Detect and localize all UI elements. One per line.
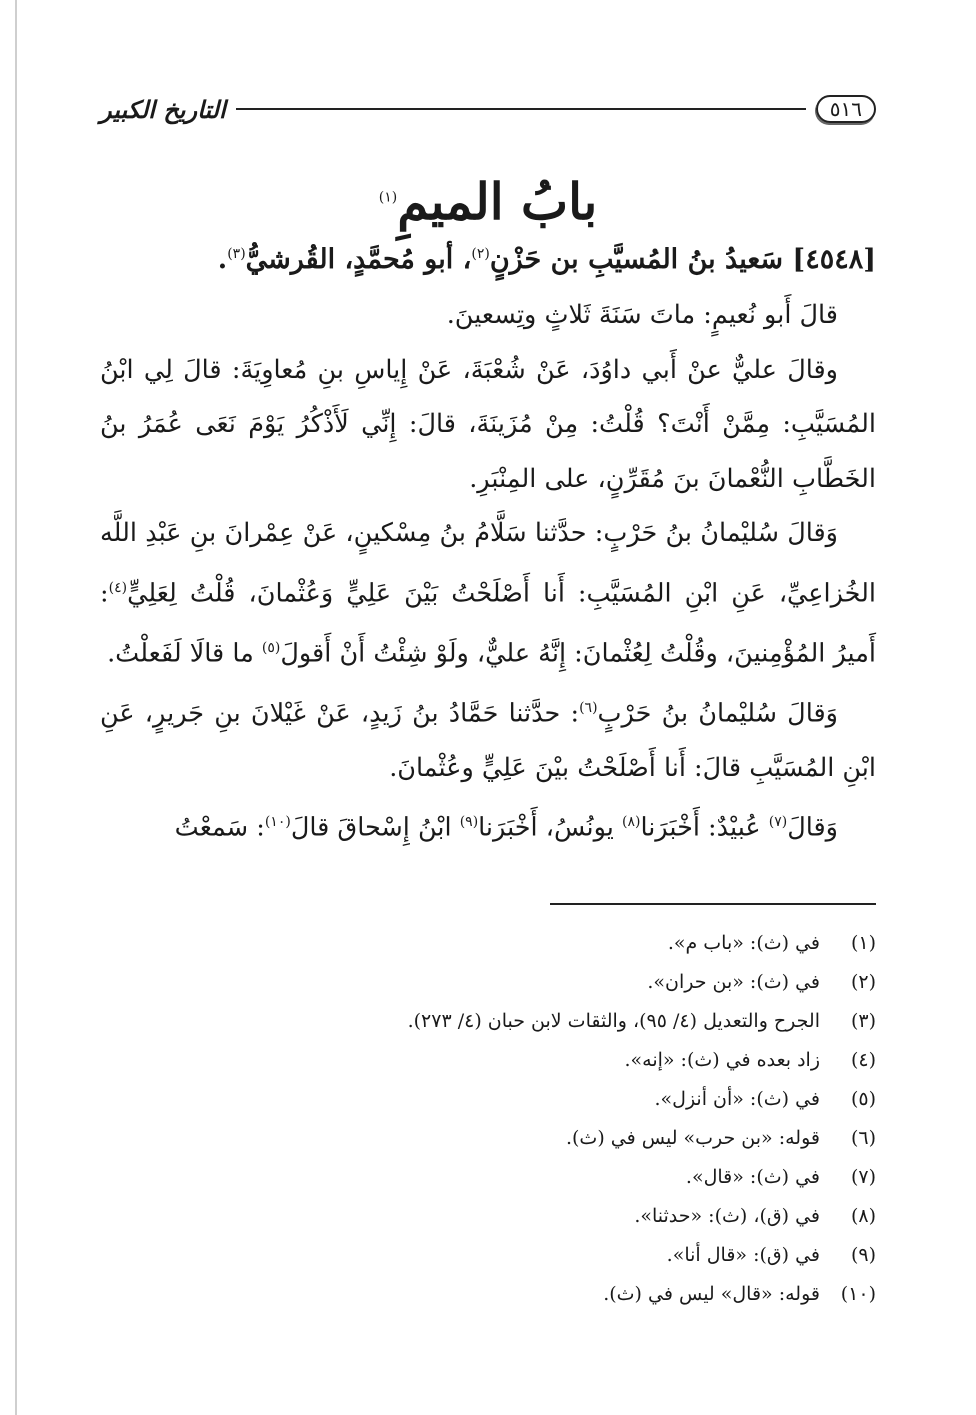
page-margin-line xyxy=(15,0,17,1415)
footnote-item xyxy=(100,1002,876,1041)
footnote-item xyxy=(100,1119,876,1158)
paragraph-text: وَقالَ سُليْمانُ بنُ حَرْبٍ xyxy=(597,698,838,728)
footnote-ref: (٨) xyxy=(621,814,641,830)
paragraph-3 xyxy=(100,506,876,681)
footnotes-list xyxy=(100,924,876,1314)
footnote-text: في (ق): «قال أنا». xyxy=(666,1244,820,1266)
footnote-number: (٧) xyxy=(850,1166,876,1188)
footnote-text: في (ق)، (ث): «حدثنا». xyxy=(634,1205,820,1227)
footnote-text: قوله: «بن حرب» ليس في (ث). xyxy=(565,1127,820,1149)
entry-heading xyxy=(100,226,876,288)
paragraph-text: : سَمعْتُ xyxy=(174,812,265,843)
footnote-number: (٤) xyxy=(850,1049,876,1071)
footnote-text: قوله: «قال» ليس في (ث). xyxy=(603,1283,820,1305)
footnote-number: (٥) xyxy=(850,1088,876,1110)
chapter-title xyxy=(100,172,876,232)
footnote-number: (١٠) xyxy=(840,1283,876,1305)
footnote-number: (٩) xyxy=(850,1244,876,1266)
paragraph-1 xyxy=(100,288,876,343)
paragraph-4 xyxy=(100,681,876,796)
footnote-ref: (٥) xyxy=(261,639,281,656)
footnote-number: (٢) xyxy=(850,971,876,993)
paragraph-2 xyxy=(100,343,876,507)
entry-number: [٤٥٤٨] xyxy=(792,244,876,275)
footnote-ref: (١) xyxy=(378,188,398,205)
entry-kunya: ، أبو مُحمَّدٍ، القُرشيُّ xyxy=(245,244,472,275)
header-rule xyxy=(236,108,806,110)
footnote-text: في (ث): «قال». xyxy=(685,1166,820,1188)
footnote-item xyxy=(100,924,876,963)
footnote-number: (٣) xyxy=(850,1010,876,1032)
paragraph-text: ما قالَا لَفَعلْتُ. xyxy=(107,638,262,668)
entry-name: سَعيدُ بنُ المُسيَّبِ بن حَزْنٍ xyxy=(489,244,784,275)
footnote-rule xyxy=(550,903,876,905)
footnote-text: في (ث): «باب م». xyxy=(667,932,820,954)
chapter-title-text: بابُ الميمِ xyxy=(397,171,598,231)
footnote-item xyxy=(100,1158,876,1197)
paragraph-5 xyxy=(100,795,876,855)
footnote-ref: (٤) xyxy=(108,579,128,596)
running-header xyxy=(100,92,876,126)
footnote-text: الجرح والتعديل (٤/ ٩٥)، والثقات لابن حبان (٤/ ٢٧٣). xyxy=(407,1010,820,1032)
paragraph-text: ابْنُ إِسْحاقَ قالَ xyxy=(290,812,460,843)
paragraph-text: : حدَّثنا حَمَّادُ بنُ زَيدٍ، عَنْ غَيْلانَ بنِ جَريرٍ، عَنِ ابْنِ المُسَيَّبِ قالَ: أَنا أَصْلَحْتُ بيْنَ عَلِيٍّ وعُثْمانَ. xyxy=(100,698,876,783)
footnote-ref: (٢) xyxy=(471,246,490,262)
page-number: ٥١٦ xyxy=(816,95,876,123)
paragraph-text: : أَميرُ المُؤْمِنينَ، وقُلْتُ لِعُثْمانَ: إِنَّهُ عليٌّ، ولَوْ شِئْتُ أَنْ أَقولَ xyxy=(100,578,876,668)
footnote-item xyxy=(100,1236,876,1275)
footnote-text: في (ث): «أن أنزل». xyxy=(654,1088,820,1110)
footnote-ref: (٧) xyxy=(768,814,788,830)
footnote-text: في (ث): «بن حران». xyxy=(647,971,820,993)
entry-end: . xyxy=(217,244,228,275)
paragraph-text: قالَ أَبو نُعيمٍ: ماتَ سَنَةَ ثَلاثٍ وتِسعينَ. xyxy=(446,300,838,330)
paragraph-text: وَقالَ سُليْمانُ بنُ حَرْبٍ: حدَّثنا سَلَّامُ بنُ مِسْكينٍ، عَنْ عِمْرانَ بنِ عَبْدِ اللَّه الخُزاعِيِّ، عَنِ ابْنِ المُسَيَّبِ: أَنا أَصْلَحْتُ بَيْنَ عَلِيٍّ وَعُثْمانَ، قُلْتُ لِعَلِيٍّ xyxy=(100,518,876,608)
footnote-number: (٨) xyxy=(850,1205,876,1227)
footnote-item xyxy=(100,1197,876,1236)
footnote-number: (٦) xyxy=(850,1127,876,1149)
footnote-item xyxy=(100,1041,876,1080)
paragraph-text: وَقالَ xyxy=(787,812,838,843)
footnote-ref: (٩) xyxy=(459,814,479,830)
footnote-text: زاد بعده في (ث): «إنه». xyxy=(624,1049,820,1071)
footnote-ref: (٦) xyxy=(579,699,598,716)
paragraph-text: وقالَ عليٌّ عنْ أَبي داوُدَ، عَنْ شُعْبَةَ، عَنْ إِياسِ بنِ مُعاوِيَةَ: قالَ لِي ابْنُ المُسَيَّبِ: مِمَّنْ أَنْتَ؟ قُلْتُ: مِنْ مُزَينَةَ، قالَ: إِنِّي لَأَذْكُرُ يَوْمَ نَعَى عُمَرُ بنُ الخَطَّابِ النُّعْمانَ بنَ مُقَرِّنٍ، على المِنْبَرِ. xyxy=(100,354,876,494)
footnote-ref: (١٠) xyxy=(264,814,291,830)
footnote-item xyxy=(100,1080,876,1119)
footnote-ref: (٣) xyxy=(227,246,246,262)
paragraph-text: يونُسُ، أَخْبَرَنا xyxy=(478,812,622,843)
footnote-item xyxy=(100,963,876,1002)
footnote-number: (١) xyxy=(850,932,876,954)
main-text xyxy=(100,226,876,855)
book-title: التاريخ الكبير xyxy=(100,94,226,124)
footnote-item xyxy=(100,1275,876,1314)
paragraph-text: عُبيْدٌ: أَخْبَرَنا xyxy=(640,812,769,843)
